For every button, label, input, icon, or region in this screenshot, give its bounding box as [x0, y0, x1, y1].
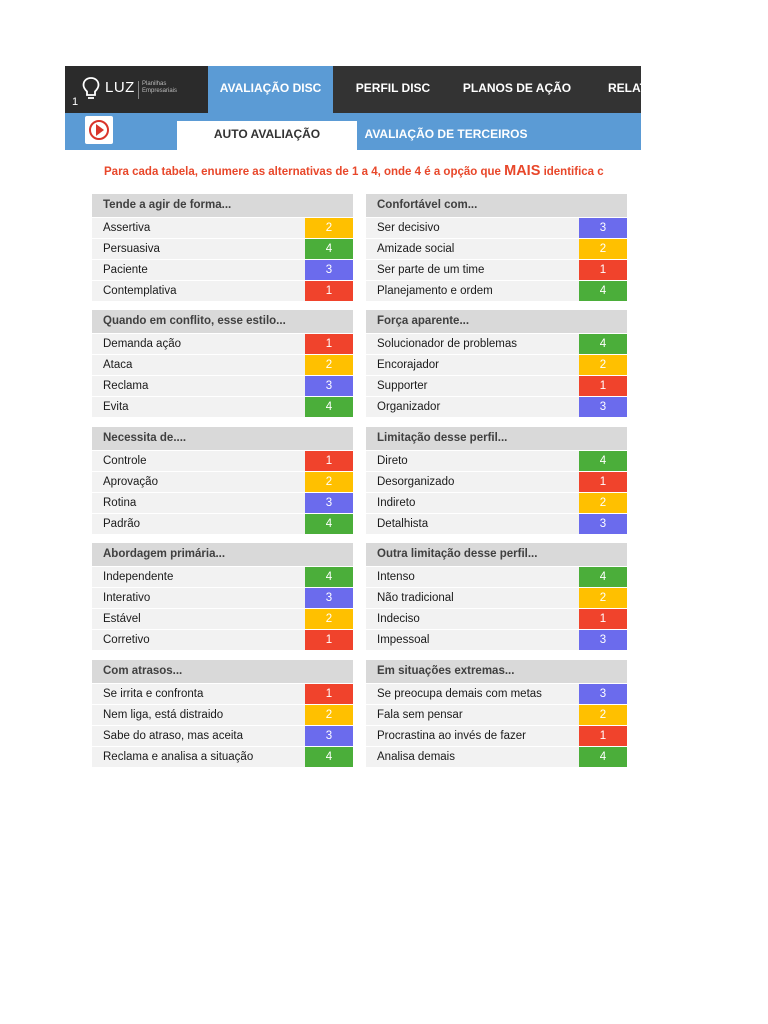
assessment-group [92, 543, 353, 650]
group-title: Necessita de.... [92, 427, 353, 450]
option-rank-cell[interactable]: 4 [579, 567, 627, 587]
option-row [366, 746, 627, 767]
assessment-group [92, 427, 353, 534]
option-row [366, 492, 627, 513]
option-row [366, 566, 627, 587]
option-rank-cell[interactable]: 1 [305, 684, 353, 704]
option-label: Controle [103, 455, 147, 467]
option-row [92, 608, 353, 629]
group-title: Tende a agir de forma... [92, 194, 353, 217]
tab-avaliacao-de-terceiros[interactable]: AVALIAÇÃO DE TERCEIROS [364, 127, 528, 141]
option-label: Nem liga, está distraido [103, 709, 224, 721]
option-rank-cell[interactable]: 2 [579, 493, 627, 513]
option-label: Reclama [103, 380, 149, 392]
option-rank-cell[interactable]: 2 [305, 355, 353, 375]
option-label: Indireto [377, 497, 416, 509]
option-label: Direto [377, 455, 408, 467]
option-row [92, 396, 353, 417]
option-label: Detalhista [377, 518, 429, 530]
option-label: Se irrita e confronta [103, 688, 204, 700]
option-rank-cell[interactable]: 3 [579, 630, 627, 650]
option-rank-cell[interactable]: 3 [305, 493, 353, 513]
option-label: Persuasiva [103, 243, 160, 255]
logo-number: 1 [72, 96, 79, 108]
option-label: Contemplativa [103, 285, 177, 297]
option-rank-cell[interactable]: 4 [579, 334, 627, 354]
assessment-group [366, 310, 627, 417]
option-rank-cell[interactable]: 3 [579, 397, 627, 417]
option-label: Ser decisivo [377, 222, 440, 234]
option-row [92, 471, 353, 492]
option-label: Evita [103, 401, 129, 413]
option-rank-cell[interactable]: 2 [579, 705, 627, 725]
option-rank-cell[interactable]: 1 [305, 630, 353, 650]
instructions-emphasis: MAIS [504, 163, 541, 179]
option-row [366, 238, 627, 259]
instructions-suffix: identifica c [540, 166, 604, 178]
option-label: Desorganizado [377, 476, 455, 488]
option-row [366, 513, 627, 534]
group-title: Outra limitação desse perfil... [366, 543, 627, 566]
option-row [366, 471, 627, 492]
nav-tab-planos-de-acao[interactable]: PLANOS DE AÇÃO [462, 81, 572, 95]
option-label: Planejamento e ordem [377, 285, 493, 297]
group-title: Força aparente... [366, 310, 627, 333]
option-row [366, 375, 627, 396]
option-label: Supporter [377, 380, 428, 392]
option-label: Se preocupa demais com metas [377, 688, 542, 700]
assessment-group [366, 427, 627, 534]
option-rank-cell[interactable]: 1 [579, 472, 627, 492]
option-row [366, 629, 627, 650]
option-row [366, 217, 627, 238]
option-row [92, 629, 353, 650]
option-row [366, 396, 627, 417]
option-label: Independente [103, 571, 174, 583]
option-label: Rotina [103, 497, 137, 509]
option-row [366, 587, 627, 608]
option-label: Paciente [103, 264, 148, 276]
group-title: Confortável com... [366, 194, 627, 217]
assessment-group [92, 660, 353, 767]
option-label: Aprovação [103, 476, 158, 488]
option-row [92, 513, 353, 534]
group-title: Limitação desse perfil... [366, 427, 627, 450]
assessment-group [366, 194, 627, 301]
option-label: Demanda ação [103, 338, 181, 350]
option-label: Assertiva [103, 222, 151, 234]
option-label: Ataca [103, 359, 133, 371]
option-rank-cell[interactable]: 1 [305, 334, 353, 354]
option-row [366, 725, 627, 746]
option-rank-cell[interactable]: 4 [305, 567, 353, 587]
option-label: Padrão [103, 518, 141, 530]
option-row [92, 704, 353, 725]
option-rank-cell[interactable]: 3 [579, 684, 627, 704]
option-row [92, 238, 353, 259]
option-rank-cell[interactable]: 4 [305, 747, 353, 767]
app-frame [65, 66, 648, 150]
option-rank-cell[interactable]: 1 [305, 281, 353, 301]
option-row [366, 333, 627, 354]
option-rank-cell[interactable]: 4 [305, 397, 353, 417]
option-rank-cell[interactable]: 1 [579, 376, 627, 396]
option-rank-cell[interactable]: 4 [305, 239, 353, 259]
option-rank-cell[interactable]: 2 [305, 705, 353, 725]
option-label: Ser parte de um time [377, 264, 485, 276]
option-row [92, 333, 353, 354]
option-rank-cell[interactable]: 2 [305, 218, 353, 238]
option-rank-cell[interactable]: 1 [579, 726, 627, 746]
play-triangle [96, 124, 104, 136]
option-row [366, 450, 627, 471]
logo-subtitle: Planilhas Empresariais [142, 81, 178, 94]
option-rank-cell[interactable]: 4 [579, 281, 627, 301]
option-row [366, 704, 627, 725]
option-rank-cell[interactable]: 3 [305, 726, 353, 746]
logo-divider [138, 81, 139, 99]
option-row [92, 217, 353, 238]
option-label: Amizade social [377, 243, 455, 255]
option-label: Corretivo [103, 634, 150, 646]
option-row [92, 683, 353, 704]
option-label: Estável [103, 613, 141, 625]
option-rank-cell[interactable]: 4 [305, 514, 353, 534]
option-rank-cell[interactable]: 2 [579, 239, 627, 259]
group-title: Quando em conflito, esse estilo... [92, 310, 353, 333]
option-row [366, 608, 627, 629]
assessment-group [366, 660, 627, 767]
option-label: Reclama e analisa a situação [103, 751, 254, 763]
option-label: Analisa demais [377, 751, 455, 763]
option-row [92, 354, 353, 375]
option-rank-cell[interactable]: 4 [579, 451, 627, 471]
assessment-group [366, 543, 627, 650]
nav-tab-avaliacao-disc[interactable]: AVALIAÇÃO DISC [208, 66, 333, 113]
instructions-prefix: Para cada tabela, enumere as alternativas de 1 a 4, onde 4 é a opção que [104, 166, 505, 178]
option-label: Procrastina ao invés de fazer [377, 730, 526, 742]
group-title: Com atrasos... [92, 660, 353, 683]
logo[interactable] [65, 66, 208, 113]
group-title: Em situações extremas... [366, 660, 627, 683]
option-label: Intenso [377, 571, 415, 583]
option-rank-cell[interactable]: 1 [579, 260, 627, 280]
option-rank-cell[interactable]: 2 [305, 609, 353, 629]
assessment-group [92, 194, 353, 301]
option-row [366, 354, 627, 375]
option-row [92, 259, 353, 280]
option-rank-cell[interactable]: 2 [305, 472, 353, 492]
option-row [92, 725, 353, 746]
option-row [92, 587, 353, 608]
option-rank-cell[interactable]: 3 [305, 588, 353, 608]
sub-nav [65, 113, 641, 150]
option-rank-cell[interactable]: 1 [305, 451, 353, 471]
nav-tab-relatorios[interactable]: RELAT [608, 81, 648, 95]
option-row [92, 566, 353, 587]
option-row [92, 280, 353, 301]
option-rank-cell[interactable]: 3 [579, 514, 627, 534]
lightbulb-icon [82, 76, 100, 102]
option-row [92, 746, 353, 767]
option-rank-cell[interactable]: 2 [579, 588, 627, 608]
logo-text: LUZ [105, 79, 135, 96]
option-rank-cell[interactable]: 3 [579, 218, 627, 238]
option-rank-cell[interactable]: 3 [305, 260, 353, 280]
option-row [92, 492, 353, 513]
option-row [366, 259, 627, 280]
option-row [92, 450, 353, 471]
option-label: Interativo [103, 592, 151, 604]
option-label: Organizador [377, 401, 441, 413]
option-rank-cell[interactable]: 1 [579, 609, 627, 629]
nav-tab-perfil-disc[interactable]: PERFIL DISC [355, 81, 431, 95]
option-label: Sabe do atraso, mas aceita [103, 730, 243, 742]
option-rank-cell[interactable]: 4 [579, 747, 627, 767]
play-button[interactable] [85, 116, 113, 144]
option-label: Encorajador [377, 359, 440, 371]
option-row [366, 683, 627, 704]
tab-auto-avaliacao[interactable]: AUTO AVALIAÇÃO [177, 121, 357, 150]
option-row [92, 375, 353, 396]
option-label: Indeciso [377, 613, 420, 625]
option-label: Fala sem pensar [377, 709, 463, 721]
option-label: Solucionador de problemas [377, 338, 518, 350]
top-nav [65, 66, 648, 113]
option-label: Impessoal [377, 634, 430, 646]
assessment-group [92, 310, 353, 417]
option-row [366, 280, 627, 301]
group-title: Abordagem primária... [92, 543, 353, 566]
instructions [104, 160, 641, 182]
option-label: Não tradicional [377, 592, 454, 604]
option-rank-cell[interactable]: 3 [305, 376, 353, 396]
option-rank-cell[interactable]: 2 [579, 355, 627, 375]
